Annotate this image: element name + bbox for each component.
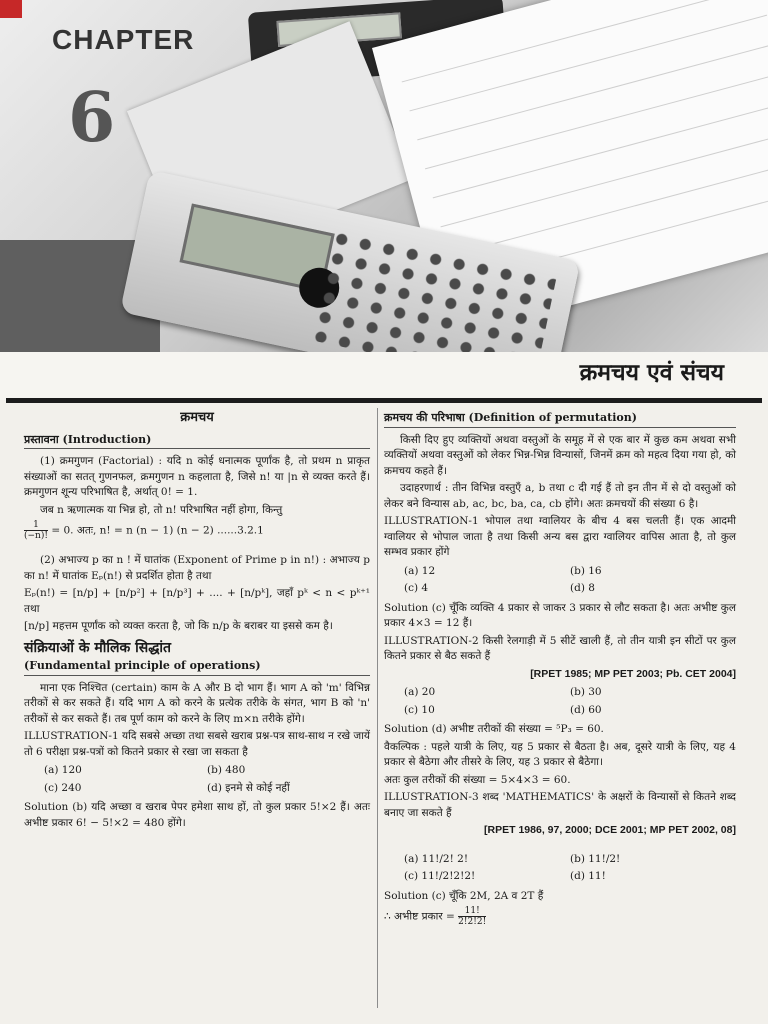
r-illustration-3-question: ILLUSTRATION-3 शब्द 'MATHEMATICS' के अक्षरों के विन्यासों से कितने शब्द बनाए जा सकते हैं bbox=[384, 791, 736, 819]
fraction-denominator: (−n)! bbox=[24, 531, 48, 541]
r-illustration-1-question: ILLUSTRATION-1 भोपाल तथा ग्वालियर के बीच 4 बस चलती हैं। एक आदमी ग्वालियर से भोपाल जाता है तथा किसी अन्य बस द्वारा ग्वालियर वापिस आता है, तो कुल सम्भव प्रकार होंगे bbox=[384, 515, 736, 558]
option-b: (b) 30 bbox=[570, 686, 602, 698]
final-fraction bbox=[458, 906, 486, 927]
option-c: (c) 11!/2!2!2! bbox=[404, 870, 476, 882]
r-illustration-3-solution: Solution (c) चूँकि 2M, 2A व 2T हैं bbox=[384, 889, 544, 902]
red-page-edge bbox=[0, 0, 22, 18]
section-title: क्रमचय bbox=[180, 410, 214, 425]
chapter-number: 6 bbox=[68, 78, 116, 158]
option-d: (d) 11! bbox=[570, 870, 606, 882]
final-lead: ∴ अभीष्ट प्रकार = bbox=[384, 910, 455, 923]
illustration-1-options bbox=[44, 762, 370, 797]
option-c: (c) 4 bbox=[404, 582, 429, 594]
intro-heading: प्रस्तावना (Introduction) bbox=[24, 432, 370, 450]
illustration-1-solution: Solution (b) यदि अच्छा व खराब पेपर हमेशा साथ हों, तो कुल प्रकार 5!×2 हैं। अतः अभीष्ट प्रकार 6! − 5!×2 = 480 होंगे। bbox=[24, 801, 370, 829]
fundamental-paragraph: माना एक निश्चित (certain) काम के A और B दो भाग हैं। भाग A को 'm' विभिन्न तरीकों से कर सकते हैं। यदि भाग A को करने के प्रत्येक तरीके के संगत, भाग B को 'n' तरीकों से कर सकते हैं। तब पूर्ण काम को करने के लिए m×n तरीके होंगे। bbox=[24, 681, 370, 725]
option-c: (c) 10 bbox=[404, 703, 435, 716]
r-illustration-2-solution: Solution (d) अभीष्ट तरीकों की संख्या = ⁵P₃ = 60. bbox=[384, 723, 604, 735]
r-illustration-1-options bbox=[404, 563, 736, 598]
factorial-formula bbox=[24, 520, 370, 541]
greatest-integer-paragraph: [n/p] महत्तम पूर्णांक को व्यक्त करता है, जो कि n/p के बराबर या इससे कम है। bbox=[24, 620, 333, 632]
option-b: (b) 480 bbox=[207, 764, 246, 776]
r-illustration-3-options bbox=[404, 851, 736, 886]
right-column bbox=[384, 408, 736, 929]
formula-fraction bbox=[24, 520, 48, 541]
option-d: (d) इनमे से कोई नहीं bbox=[207, 781, 290, 794]
r-illustration-3-final bbox=[384, 906, 736, 927]
r-illustration-2-options bbox=[404, 684, 736, 719]
option-a: (a) 20 bbox=[404, 686, 436, 698]
option-a: (a) 11!/2! 2! bbox=[404, 852, 469, 865]
negative-factorial-paragraph: जब n ऋणात्मक या भिन्न हो, तो n! परिभाषित नहीं होगा, किन्तु bbox=[40, 503, 283, 516]
fundamental-heading: संक्रियाओं के मौलिक सिद्धांत bbox=[24, 639, 172, 656]
option-d: (d) 8 bbox=[570, 582, 595, 594]
option-b: (b) 11!/2! bbox=[570, 852, 621, 865]
exponent-formula: Eₚ(n!) = [n/p] + [n/p²] + [n/p³] + .... + [n/pᵏ], जहाँ pᵏ < n < pᵏ⁺¹ तथा bbox=[24, 587, 370, 615]
chapter-title: क्रमचय एवं संचय bbox=[579, 360, 724, 386]
option-b: (b) 16 bbox=[570, 564, 602, 577]
example-paragraph: उदाहरणार्थ : तीन विभिन्न वस्तुएँ a, b तथा c दी गई हैं तो इन तीन में से दो वस्तुओं को लेकर बने विन्यास ab, ac, bc, ba, ca, cb होंगे। अतः क्रमचयों की संख्या 6 है। bbox=[384, 482, 736, 510]
r-illustration-1-solution: Solution (c) चूँकि व्यक्ति 4 प्रकार से जाकर 3 प्रकार से लौट सकता है। अतः अभीष्ट कुल प्रकार 4×3 = 12 हैं। bbox=[384, 601, 736, 629]
definition-heading: क्रमचय की परिभाषा (Definition of permutation) bbox=[384, 410, 736, 428]
r-illustration-2-question: ILLUSTRATION-2 किसी रेलगाड़ी में 5 सीटें खाली हैं, तो तीन यात्री इन सीटों पर कुल कितने प्रकार से बैठ सकते हैं bbox=[384, 634, 736, 662]
option-c: (c) 240 bbox=[44, 781, 82, 794]
illustration-1-question: ILLUSTRATION-1 यदि सबसे अच्छा तथा सबसे खराब प्रश्न-पत्र साथ-साथ न रखे जायें तो 6 परीक्षा प्रश्न-पत्रों को कितने प्रकार से रखा जा सकता है bbox=[24, 730, 370, 758]
definition-paragraph: किसी दिए हुए व्यक्तियों अथवा वस्तुओं के समूह में से एक बार में कुछ कम अथवा सभी व्यक्तियों अथवा वस्तुओं को लेकर भिन्न-भिन्न विन्यासों, जिनमें क्रम को महत्व दिया गया हो, को क्रमचय कहते हैं। bbox=[384, 433, 736, 477]
fundamental-heading-en: (Fundamental principle of operations) bbox=[24, 658, 370, 676]
option-d: (d) 60 bbox=[570, 703, 602, 716]
alternative-method: वैकल्पिक : पहले यात्री के लिए, यह 5 प्रकार से बैठता है। अब, दूसरे यात्री के लिए, यह 4 प्रकार से बैठेगा और तीसरे के लिए, यह 3 प्रकार से बैठेगा। bbox=[384, 740, 736, 768]
title-rule bbox=[6, 398, 762, 403]
option-a: (a) 120 bbox=[44, 764, 82, 776]
exponent-paragraph: (2) अभाज्य p का n ! में घातांक (Exponent of Prime p in n!) : अभाज्य p का n! में घातांक Eₚ(n!) से प्रदर्शित होता है तथा bbox=[24, 554, 370, 582]
alternative-total: अतः कुल तरीकों की संख्या = 5×4×3 = 60. bbox=[384, 773, 571, 786]
fraction-numerator: 1 bbox=[24, 520, 48, 531]
chapter-banner-image bbox=[0, 0, 768, 352]
column-divider bbox=[377, 408, 378, 1008]
r-illustration-2-reference: [RPET 1985; MP PET 2003; Pb. CET 2004] bbox=[530, 667, 736, 680]
option-a: (a) 12 bbox=[404, 564, 436, 577]
left-column bbox=[24, 408, 370, 833]
final-numerator: 11! bbox=[458, 906, 486, 917]
factorial-paragraph: (1) क्रमगुणन (Factorial) : यदि n कोई धनात्मक पूर्णांक है, तो प्रथम n प्राकृत संख्याओं का सतत् गुणनफल, क्रमगुणन n कहलाता है, जिसे n! या |n से व्यक्त करते हैं। क्रमगुणन शून्य परिभाषित है, अर्थात् 0! = 1. bbox=[24, 455, 370, 498]
chapter-label: CHAPTER bbox=[52, 24, 195, 55]
r-illustration-3-reference: [RPET 1986, 97, 2000; DCE 2001; MP PET 2002, 08] bbox=[484, 824, 736, 836]
formula-rest: = 0. अतः, n! = n (n − 1) (n − 2) ......3.2.1 bbox=[51, 524, 264, 537]
final-denominator: 2!2!2! bbox=[458, 917, 487, 927]
